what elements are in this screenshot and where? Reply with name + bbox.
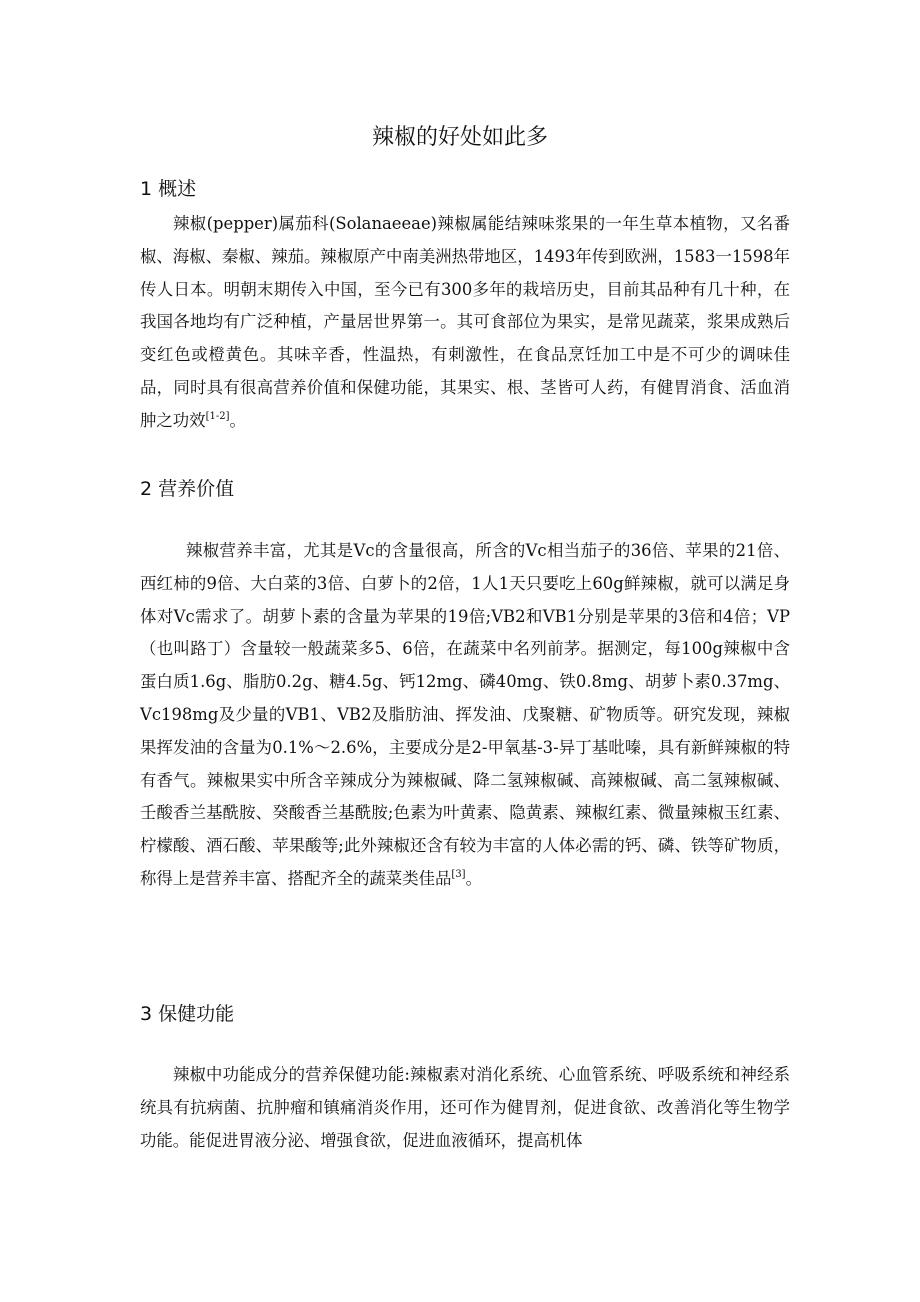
paragraph-end: 。	[465, 868, 482, 888]
section-heading-nutrition: 2 营养价值	[140, 478, 235, 500]
citation-ref: [1-2]	[205, 410, 230, 422]
paragraph-text: 辣椒中功能成分的营养保健功能:辣椒素对消化系统、心血管系统、呼吸系统和神经系统具有抗病菌、抗肿瘤和镇痛消炎作用，还可作为健胃剂，促进食欲、改善消化等生物学功能。能促进胃液分泌、增强食欲，促进血液循环，提高机体	[140, 1065, 790, 1150]
paragraph-nutrition	[140, 535, 790, 896]
paragraph-text: 辣椒营养丰富，尤其是Vc的含量很高，所含的Vc相当茄子的36倍、苹果的21倍、西红柿的9倍、大白菜的3倍、白萝卜的2倍，1人1天只要吃上60g鲜辣椒，就可以满足身体对Vc需求了。胡萝卜素的含量为苹果的19倍;VB2和VB1分别是苹果的3倍和4倍；VP（也叫路丁）含量较一般蔬菜多5、6倍，在蔬菜中名列前茅。据测定，每100g辣椒中含蛋白质1.6g、脂肪0.2g、糖4.5g、钙12mg、磷40mg、铁0.8mg、胡萝卜素0.37mg、Vc198mg及少量的VB1、VB2及脂肪油、挥发油、戊聚糖、矿物质等。研究发现，辣椒果挥发油的含量为0.1%～2.6%，主要成分是2-甲氧基-3-异丁基吡嗪，具有新鲜辣椒的特有香气。辣椒果实中所含辛辣成分为辣椒碱、降二氢辣椒碱、高辣椒碱、高二氢辣椒碱、壬酸香兰基酰胺、癸酸香兰基酰胺;色素为叶黄素、隐黄素、辣椒红素、微量辣椒玉红素、柠檬酸、酒石酸、苹果酸等;此外辣椒还含有较为丰富的人体必需的钙、磷、铁等矿物质，称得上是营养丰富、搭配齐全的蔬菜类佳品	[140, 541, 790, 888]
paragraph-overview	[140, 208, 790, 438]
paragraph-text: 辣椒(pepper)属茄科(Solanaeeae)辣椒属能结辣味浆果的一年生草本植物，又名番椒、海椒、秦椒、辣茄。辣椒原产中南美洲热带地区，1493年传到欧洲，1583一1598年传人日本。明朝末期传入中国，至今已有300多年的栽培历史，目前其品种有几十种，在我国各地均有广泛种植，产量居世界第一。其可食部位为果实，是常见蔬菜，浆果成熟后变红色或橙黄色。其味辛香，性温热，有刺激性，在食品烹饪加工中是不可少的调味佳品，同时具有很高营养价值和保健功能，其果实、根、茎皆可人药，有健胃消食、活血消肿之功效	[140, 214, 790, 430]
section-heading-health: 3 保健功能	[140, 1003, 235, 1025]
section-heading-overview: 1 概述	[140, 178, 197, 200]
paragraph-health	[140, 1059, 790, 1157]
paragraph-end: 。	[229, 410, 246, 430]
document-title: 辣椒的好处如此多	[371, 125, 548, 150]
citation-ref: [3]	[451, 868, 466, 880]
